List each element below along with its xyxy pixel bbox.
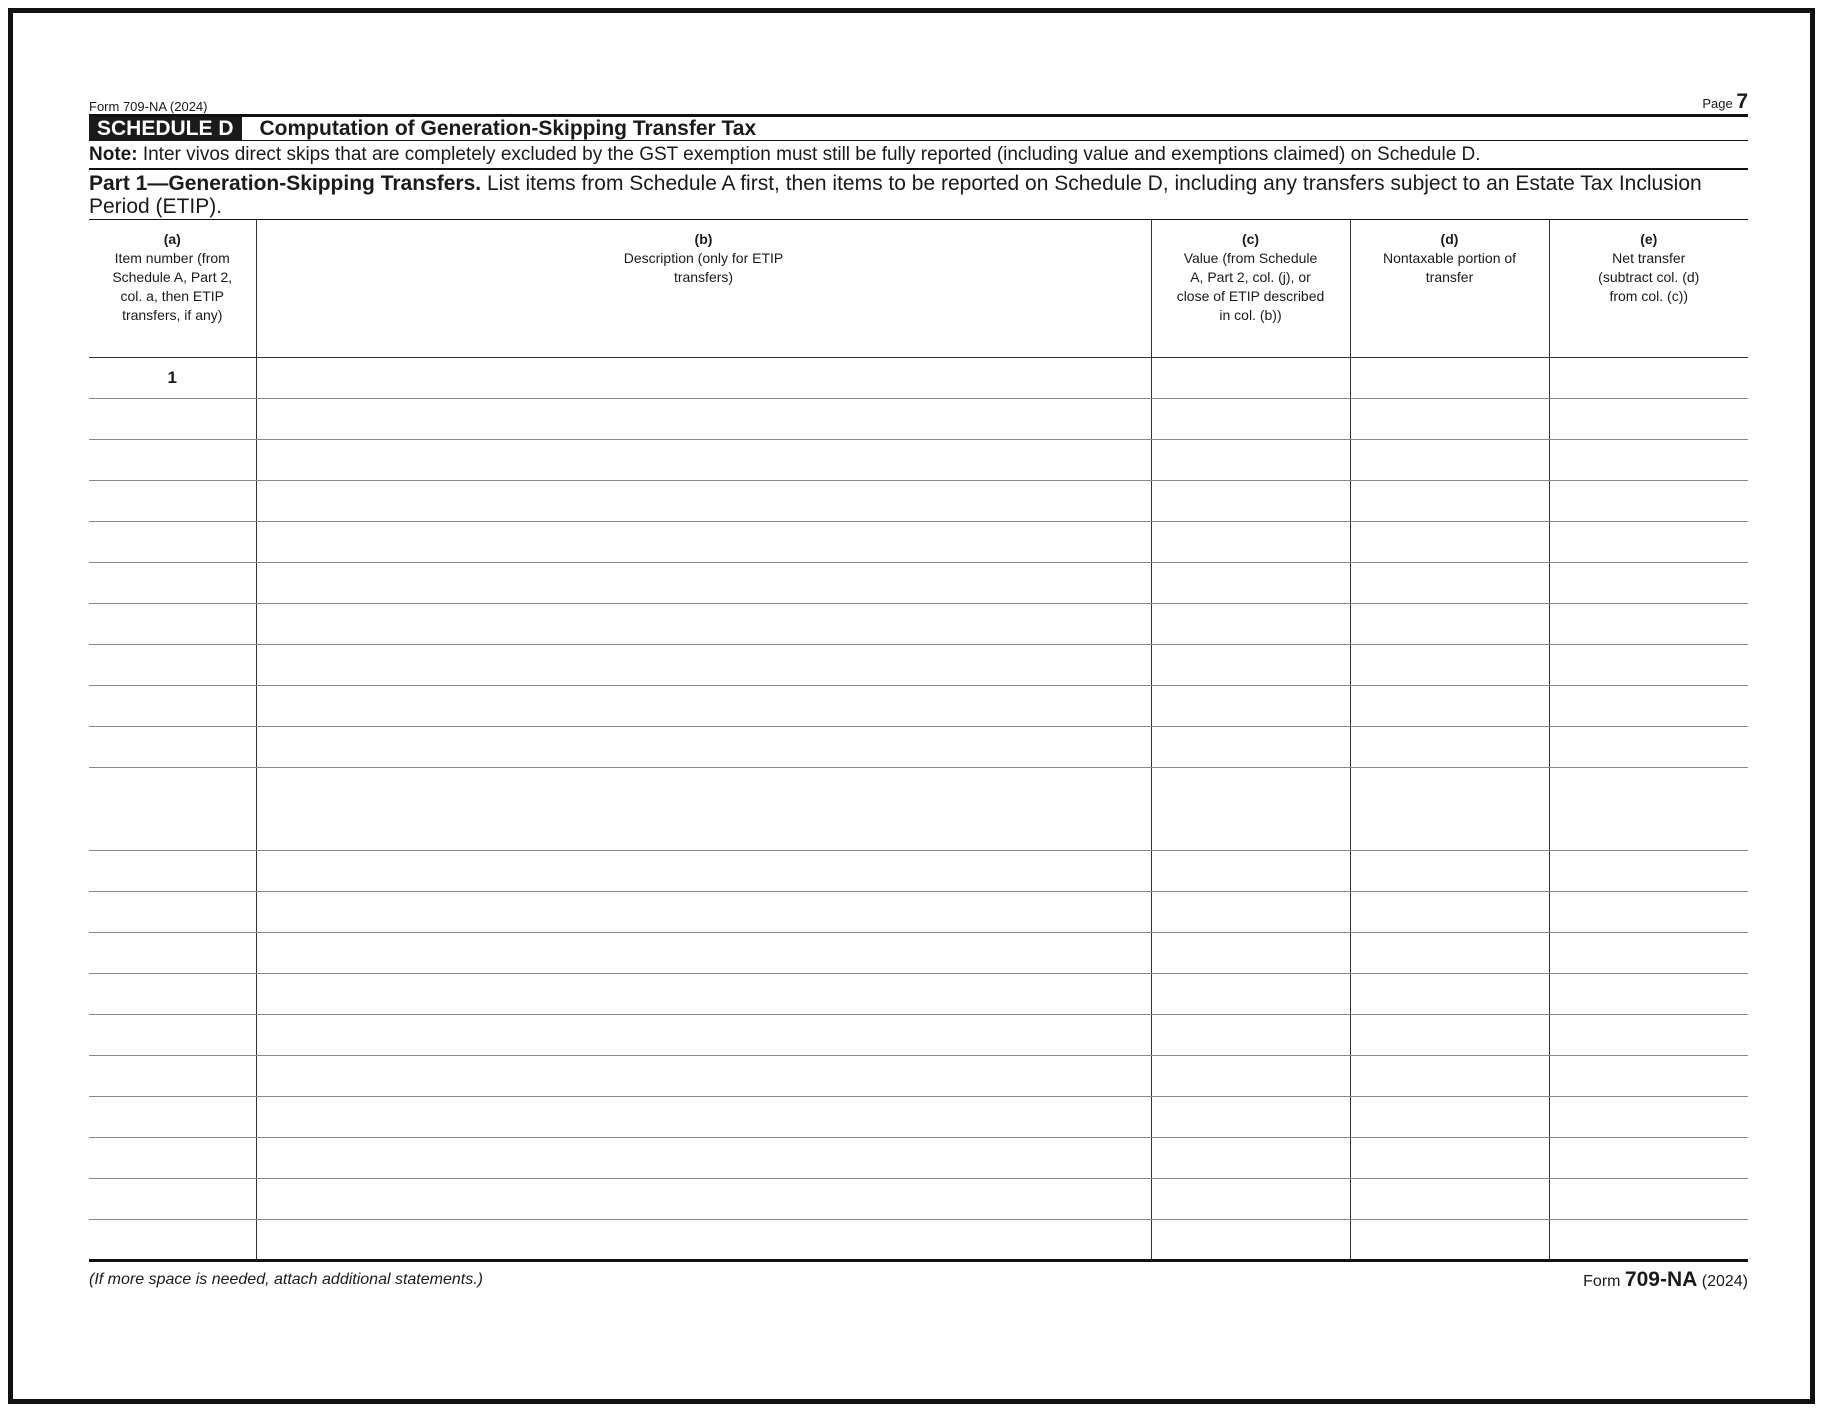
cell-b[interactable] <box>256 973 1151 1014</box>
cell-d[interactable] <box>1350 973 1549 1014</box>
cell-e[interactable] <box>1549 398 1748 439</box>
cell-c[interactable] <box>1151 398 1350 439</box>
cell-a[interactable] <box>89 767 256 850</box>
cell-b[interactable] <box>256 891 1151 932</box>
form-page <box>89 92 1748 1292</box>
cell-d[interactable] <box>1350 767 1549 850</box>
cell-a[interactable] <box>89 1096 256 1137</box>
cell-d[interactable] <box>1350 726 1549 767</box>
table-row <box>89 973 1748 1014</box>
cell-e[interactable] <box>1549 1137 1748 1178</box>
table-row <box>89 1178 1748 1219</box>
cell-e[interactable] <box>1549 439 1748 480</box>
col-a-text: Item number (from Schedule A, Part 2, col. a, then ETIP transfers, if any) <box>112 250 233 323</box>
cell-e[interactable] <box>1549 932 1748 973</box>
note-text: Inter vivos direct skips that are completely excluded by the GST exemption must still be fully reported (including value and exemptions claimed) on Schedule D. <box>137 144 1481 165</box>
table-row <box>89 439 1748 480</box>
cell-b[interactable] <box>256 932 1151 973</box>
table-row <box>89 480 1748 521</box>
table-header-row <box>89 220 1748 357</box>
cell-a[interactable] <box>89 562 256 603</box>
table-row <box>89 521 1748 562</box>
cell-c[interactable] <box>1151 1178 1350 1219</box>
cell-a[interactable] <box>89 1137 256 1178</box>
col-e-header: (e) Net transfer (subtract col. (d) from col. (c)) <box>1549 220 1748 357</box>
cell-c[interactable] <box>1151 932 1350 973</box>
cell-d[interactable] <box>1350 480 1549 521</box>
cell-b[interactable] <box>256 439 1151 480</box>
table-row <box>89 1055 1748 1096</box>
cell-c[interactable] <box>1151 1137 1350 1178</box>
note-label: Note: <box>89 144 138 165</box>
cell-a[interactable] <box>89 480 256 521</box>
table-row <box>89 932 1748 973</box>
table-row <box>89 603 1748 644</box>
table-row <box>89 726 1748 767</box>
cell-e[interactable] <box>1549 973 1748 1014</box>
note-line <box>89 141 1748 170</box>
cell-e[interactable] <box>1549 480 1748 521</box>
cell-c[interactable] <box>1151 521 1350 562</box>
gst-transfers-table <box>89 220 1748 1262</box>
cell-c[interactable] <box>1151 644 1350 685</box>
footer-note: (If more space is needed, attach additional statements.) <box>89 1270 483 1288</box>
cell-e[interactable] <box>1549 644 1748 685</box>
cell-c[interactable] <box>1151 767 1350 850</box>
form-label: Form 709-NA (2024) <box>89 99 208 114</box>
cell-c[interactable] <box>1151 726 1350 767</box>
cell-b[interactable] <box>256 685 1151 726</box>
page-footer <box>89 1268 1748 1292</box>
cell-e[interactable] <box>1549 603 1748 644</box>
cell-e[interactable] <box>1549 767 1748 850</box>
cell-c[interactable] <box>1151 1219 1350 1260</box>
cell-b[interactable] <box>256 1178 1151 1219</box>
cell-b[interactable] <box>256 644 1151 685</box>
table-row <box>89 685 1748 726</box>
cell-d[interactable] <box>1350 521 1549 562</box>
cell-e[interactable] <box>1549 562 1748 603</box>
table-row <box>89 850 1748 891</box>
page-number: Page 7 <box>1702 90 1748 113</box>
cell-c[interactable] <box>1151 480 1350 521</box>
cell-b[interactable] <box>256 850 1151 891</box>
col-d-header: (d) Nontaxable portion of transfer <box>1350 220 1549 357</box>
cell-e[interactable] <box>1549 850 1748 891</box>
cell-a[interactable] <box>89 439 256 480</box>
table-body <box>89 357 1748 1260</box>
cell-c[interactable] <box>1151 850 1350 891</box>
cell-d[interactable] <box>1350 439 1549 480</box>
cell-a[interactable] <box>89 973 256 1014</box>
cell-c[interactable] <box>1151 685 1350 726</box>
table-row <box>89 357 1748 398</box>
col-a-header: (a) Item number (from Schedule A, Part 2, col. a, then ETIP transfers, if any) <box>89 220 256 357</box>
footer-form-id: Form 709-NA (2024) <box>1583 1267 1748 1291</box>
cell-c[interactable] <box>1151 357 1350 398</box>
cell-e[interactable] <box>1549 1219 1748 1260</box>
col-c-header: (c) Value (from Schedule A, Part 2, col. (j), or close of ETIP described in col. (b)) <box>1151 220 1350 357</box>
cell-c[interactable] <box>1151 562 1350 603</box>
cell-c[interactable] <box>1151 439 1350 480</box>
schedule-tag: SCHEDULE D <box>89 117 242 141</box>
cell-d[interactable] <box>1350 398 1549 439</box>
cell-a[interactable] <box>89 1055 256 1096</box>
cell-d[interactable] <box>1350 891 1549 932</box>
cell-b[interactable] <box>256 726 1151 767</box>
table-row <box>89 1219 1748 1260</box>
cell-a[interactable]: 1 <box>89 357 256 398</box>
cell-d[interactable] <box>1350 685 1549 726</box>
schedule-title: Computation of Generation-Skipping Transfer Tax <box>259 116 757 140</box>
cell-e[interactable] <box>1549 1178 1748 1219</box>
cell-b[interactable] <box>256 1096 1151 1137</box>
cell-d[interactable] <box>1350 850 1549 891</box>
cell-b[interactable] <box>256 480 1151 521</box>
cell-b[interactable] <box>256 603 1151 644</box>
cell-d[interactable] <box>1350 1096 1549 1137</box>
cell-e[interactable] <box>1549 1096 1748 1137</box>
table-row <box>89 1096 1748 1137</box>
cell-c[interactable] <box>1151 891 1350 932</box>
col-d-text: Nontaxable portion of transfer <box>1382 250 1517 285</box>
table-row <box>89 398 1748 439</box>
cell-d[interactable] <box>1350 1178 1549 1219</box>
cell-a[interactable] <box>89 521 256 562</box>
cell-e[interactable] <box>1549 521 1748 562</box>
col-b-header: (b) Description (only for ETIP transfers) <box>256 220 1151 357</box>
col-e-text: Net transfer (subtract col. (d) from col. (c)) <box>1598 250 1700 304</box>
cell-d[interactable] <box>1350 644 1549 685</box>
schedule-header <box>89 114 1748 141</box>
cell-d[interactable] <box>1350 1137 1549 1178</box>
cell-a[interactable] <box>89 726 256 767</box>
cell-a[interactable] <box>89 850 256 891</box>
cell-c[interactable] <box>1151 1055 1350 1096</box>
cell-e[interactable] <box>1549 1055 1748 1096</box>
cell-b[interactable] <box>256 1014 1151 1055</box>
cell-d[interactable] <box>1350 1219 1549 1260</box>
cell-d[interactable] <box>1350 562 1549 603</box>
cell-d[interactable] <box>1350 932 1549 973</box>
part1-text: List items from Schedule A first, then items to be reported on Schedule D, including any transfers subject to an Estate Tax Inclusion Period (ETIP). <box>89 172 1702 218</box>
cell-d[interactable] <box>1350 1055 1549 1096</box>
cell-a[interactable] <box>89 932 256 973</box>
part1-label: Part 1—Generation-Skipping Transfers. <box>89 172 482 195</box>
cell-a[interactable] <box>89 1219 256 1260</box>
cell-d[interactable] <box>1350 357 1549 398</box>
cell-a[interactable] <box>89 603 256 644</box>
cell-d[interactable] <box>1350 603 1549 644</box>
table-row <box>89 1137 1748 1178</box>
cell-b[interactable] <box>256 357 1151 398</box>
cell-e[interactable] <box>1549 891 1748 932</box>
cell-c[interactable] <box>1151 603 1350 644</box>
cell-b[interactable] <box>256 767 1151 850</box>
cell-b[interactable] <box>256 1219 1151 1260</box>
table-row <box>89 767 1748 850</box>
cell-b[interactable] <box>256 1137 1151 1178</box>
cell-b[interactable] <box>256 398 1151 439</box>
cell-e[interactable] <box>1549 357 1748 398</box>
cell-a[interactable] <box>89 644 256 685</box>
cell-a[interactable] <box>89 1014 256 1055</box>
cell-b[interactable] <box>256 1055 1151 1096</box>
part1-heading <box>89 170 1748 220</box>
cell-e[interactable] <box>1549 726 1748 767</box>
cell-c[interactable] <box>1151 973 1350 1014</box>
table-row <box>89 644 1748 685</box>
col-c-text: Value (from Schedule A, Part 2, col. (j), or close of ETIP described in col. (b)) <box>1176 250 1325 323</box>
cell-b[interactable] <box>256 562 1151 603</box>
cell-e[interactable] <box>1549 685 1748 726</box>
cell-a[interactable] <box>89 398 256 439</box>
cell-a[interactable] <box>89 685 256 726</box>
cell-c[interactable] <box>1151 1014 1350 1055</box>
cell-d[interactable] <box>1350 1014 1549 1055</box>
cell-b[interactable] <box>256 521 1151 562</box>
page-header <box>89 92 1748 114</box>
cell-a[interactable] <box>89 1178 256 1219</box>
col-b-text: Description (only for ETIP transfers) <box>623 250 784 285</box>
table-row <box>89 891 1748 932</box>
table-row <box>89 1014 1748 1055</box>
cell-e[interactable] <box>1549 1014 1748 1055</box>
cell-c[interactable] <box>1151 1096 1350 1137</box>
table-row <box>89 562 1748 603</box>
cell-a[interactable] <box>89 891 256 932</box>
